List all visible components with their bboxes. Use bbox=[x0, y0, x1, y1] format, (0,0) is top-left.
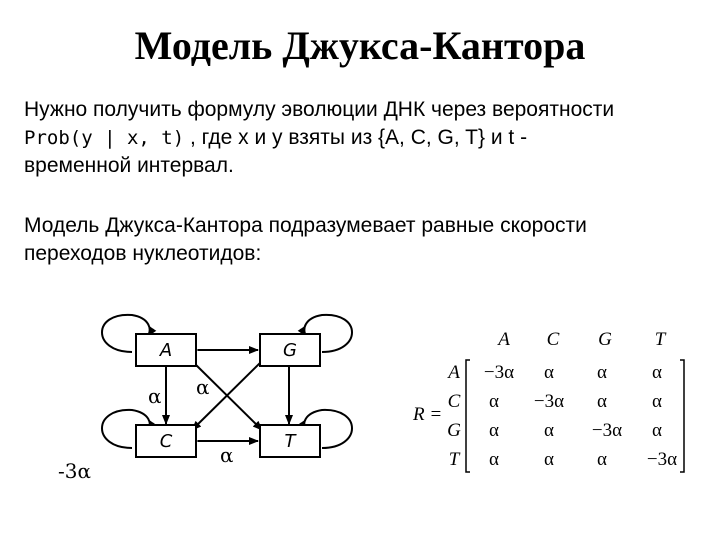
matrix-cell: −3α bbox=[591, 420, 623, 441]
self-rate-label: -3α bbox=[58, 459, 91, 483]
node-a-label: A bbox=[159, 340, 173, 361]
matrix-row-header: T bbox=[448, 449, 460, 470]
matrix-cell: α bbox=[544, 449, 554, 470]
node-g-label: G bbox=[283, 340, 297, 361]
matrix-name: R = bbox=[413, 404, 443, 425]
matrix-cell: α bbox=[489, 420, 499, 441]
model-line-2: переходов нуклеотидов: bbox=[24, 242, 262, 265]
matrix-row-header: A bbox=[448, 362, 460, 383]
matrix-row-header: C bbox=[447, 391, 461, 412]
rate-label-diagonal: α bbox=[196, 375, 210, 399]
matrix-col-header: A bbox=[498, 329, 510, 350]
intro-line-2-text: , где x и y взяты из {A, C, G, T} и t - bbox=[184, 126, 528, 149]
prob-notation: Prob(y | x, t) bbox=[24, 127, 185, 149]
node-t-label: T bbox=[284, 431, 296, 452]
matrix-col-header: G bbox=[598, 329, 612, 350]
matrix-right-bracket bbox=[680, 360, 684, 472]
matrix-cell: α bbox=[597, 391, 607, 412]
model-line-1: Модель Джукса-Кантора подразумевает равные скорости bbox=[24, 214, 587, 237]
matrix-cell: α bbox=[597, 449, 607, 470]
matrix-cell: α bbox=[489, 449, 499, 470]
intro-line-1: Нужно получить формулу эволюции ДНК через вероятности bbox=[24, 98, 615, 121]
matrix-cell: α bbox=[544, 362, 554, 383]
matrix-cell: −3α bbox=[483, 362, 515, 383]
rate-label-vertical: α bbox=[148, 384, 162, 408]
node-c-label: C bbox=[159, 431, 173, 452]
matrix-cell: α bbox=[489, 391, 499, 412]
intro-line-3: временной интервал. bbox=[24, 154, 234, 177]
matrix-cell: α bbox=[597, 362, 607, 383]
matrix-col-header: C bbox=[546, 329, 560, 350]
matrix-cell: α bbox=[652, 420, 662, 441]
matrix-col-header: T bbox=[654, 329, 666, 350]
matrix-left-bracket bbox=[466, 360, 470, 472]
matrix-row-header: G bbox=[447, 420, 461, 441]
rate-matrix bbox=[412, 329, 684, 472]
matrix-cell: α bbox=[652, 362, 662, 383]
matrix-cell: −3α bbox=[646, 449, 678, 470]
matrix-cell: −3α bbox=[533, 391, 565, 412]
matrix-cell: α bbox=[652, 391, 662, 412]
matrix-cell: α bbox=[544, 420, 554, 441]
page-title: Модель Джукса-Кантора bbox=[134, 23, 586, 68]
rate-label-bottom: α bbox=[220, 443, 234, 467]
